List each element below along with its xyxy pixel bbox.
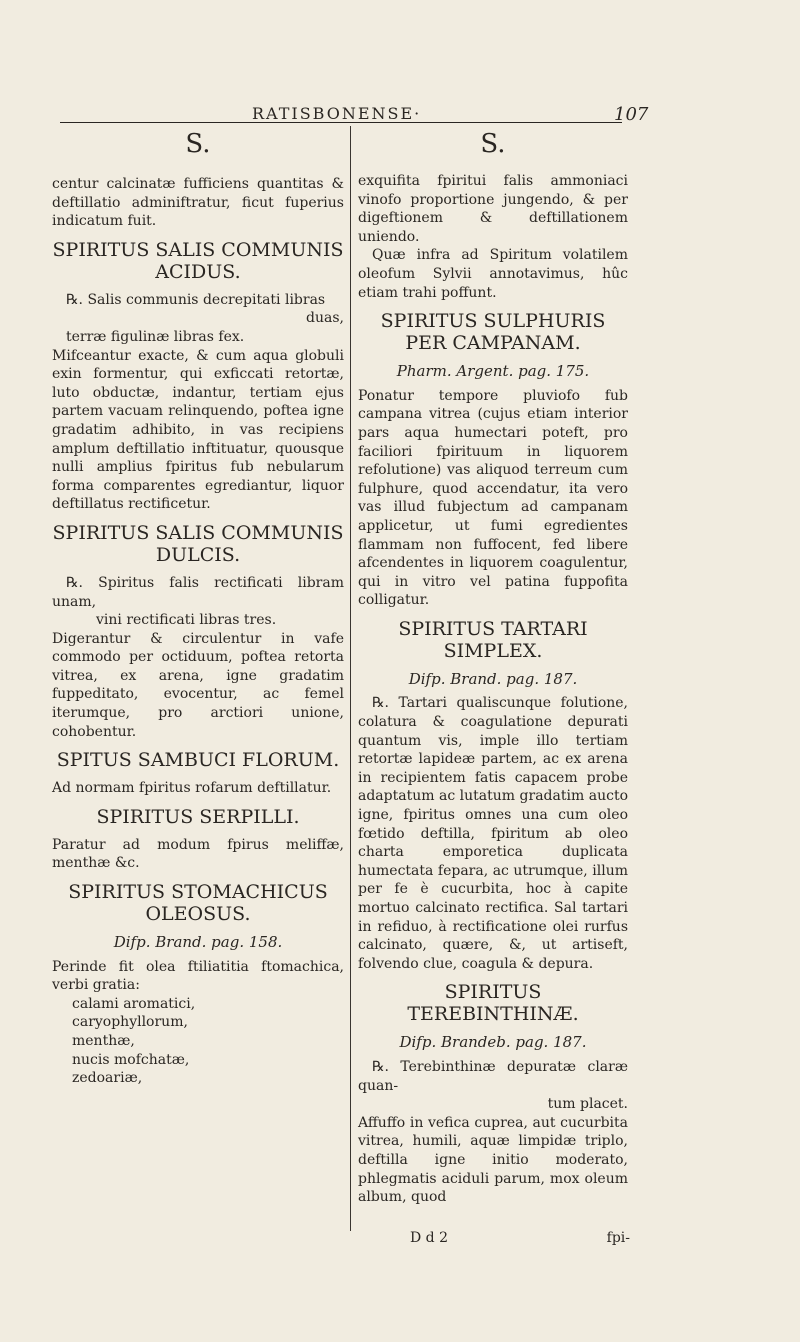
page-footer [400,1230,630,1250]
right-column [358,126,628,1207]
running-head [0,98,800,128]
reference-line: Difp. Brand. pag. 158. [113,933,283,952]
page-number: 107 [614,104,649,125]
body-paragraph: ℞. Tartari qualiscunque folutione, colatura & coagulatione depurati quantum vis, imple illo tertiam retortæ lapideæ partem, ac ex arena in recipientem fatis capacem probe adaptatum ac lutatum gradatim aucto igne, fpiritus omnes una cum oleo fœtido deftilla, fpiritum ab oleo charta emporetica duplicata humectata fepara, ac utrumque, illum per fe è cucurbita, hoc à capite mortuo calcinato rectifica. Sal tartari in refiduo, à rectificatione olei rurfus calcinato, quære, &, ut artiseft, folvendo clue, coagula & depura. [358,695,628,972]
reference-line: Difp. Brandeb. pag. 187. [399,1033,587,1052]
body-paragraph: Ad normam fpiritus rofarum deftillatur. [52,780,332,797]
body-paragraph: Mifceantur exacte, & cum aqua globuli exin formentur, qui exficcati retortæ, luto obductæ, indantur, tertiam ejus partem vacuam relinquendo, poftea igne gradatim adhibito, in vas recipiens amplum deftillatio inftituatur, quousque nulli amplius fpiritus fub nebularum forma comparentes egrediantur, liquor deftillatus rectificetur. [52,347,344,513]
right-intro-paragraph-2: Quæ infra ad Spiritum volatilem oleofum Sylvii annotavimus, hûc etiam trahi poffunt. [358,247,628,301]
recipe-line: ℞. Salis communis decrepitati libras [66,291,326,308]
reference-line: Pharm. Argent. pag. 175. [396,362,590,381]
body-paragraph: Perinde fit olea ftiliatitia ftomachica, verbi gratia: [52,958,344,994]
left-intro-paragraph: centur calcinatæ fufficiens quantitas & deftillatio adminiftratur, ficut fuperius indicatum fuit. [52,176,344,230]
right-intro-paragraph: exquifita fpiritui falis ammoniaci vinofo proportione jungendo, & per digeftionem & deftillationem uniendo. [358,173,628,245]
right-column-letter: S. [480,129,506,159]
heading-spiritus-stomachicus: SPIRITUS STOMACHICUS OLEOSUS. [68,881,328,926]
body-paragraph: Affuffo in vefica cuprea, aut cucurbita vitrea, humili, aquæ limpidæ triplo, deftilla igne initio moderato, phlegmatis aciduli parum, mox oleum album, quod [358,1114,628,1206]
left-column [52,126,344,1088]
heading-spiritus-salis-acidus: SPIRITUS SALIS COMMUNIS ACIDUS. [52,238,344,283]
body-paragraph: Ponatur tempore pluviofo fub campana vitrea (cujus etiam interior pars aqua humectari poteft, pro faciliori fpirituum in liquorem refolutione) vas aliquod terreum cum fulphure, quod accendatur, ita vero vas illud fubjectum ad campanam applicetur, ut fumi egredientes flammam non fuffocent, fed libere afcendentes in liquorem coagulentur, qui in vitro vel patina fuppofita colligatur. [358,387,628,609]
left-column-letter: S. [185,129,211,159]
heading-spiritus-terebinthinae: SPIRITUS TEREBINTHINÆ. [407,981,579,1026]
heading-spiritus-sulphuris: SPIRITUS SULPHURIS PER CAMPANAM. [380,310,606,355]
column-divider [350,126,351,1231]
reference-line: Difp. Brand. pag. 187. [408,669,578,688]
heading-spiritus-salis-dulcis: SPIRITUS SALIS COMMUNIS DULCIS. [52,521,344,566]
list-item: nucis mofchatæ, [72,1051,190,1068]
recipe-line: duas, [306,310,344,327]
recipe-line: tum placet. [547,1096,628,1113]
running-head-title: RATISBONENSE· [252,104,422,123]
recipe-line: vini rectificati libras tres. [96,612,277,629]
ingredient-list [52,995,344,1088]
header-rule [60,122,622,123]
list-item: zedoariæ, [72,1070,143,1087]
recipe-line: ℞. Terebinthinæ depuratæ claræ quan- [358,1058,628,1094]
catchword: fpi- [606,1230,630,1246]
heading-spiritus-sambuci: SPITUS SAMBUCI FLORUM. [56,749,340,772]
heading-spiritus-tartari: SPIRITUS TARTARI SIMPLEX. [398,617,588,662]
list-item: calami aromatici, [72,995,196,1012]
heading-spiritus-serpilli: SPIRITUS SERPILLI. [96,805,300,828]
recipe-line: terræ figulinæ libras fex. [66,328,245,345]
signature-mark: D d 2 [410,1230,448,1246]
body-paragraph: Digerantur & circulentur in vafe commodo per octiduum, poftea retorta vitrea, ex arena, igne gradatim fuppeditato, evocentur, ac femel iterumque, pro arctiori unione, cohobentur. [52,630,344,740]
body-paragraph: Paratur ad modum fpirus meliffæ, menthæ &c. [52,836,344,872]
list-item: caryophyllorum, [72,1014,188,1031]
list-item: menthæ, [72,1033,135,1049]
recipe-line: ℞. Spiritus falis rectificati libram unam, [52,574,344,610]
